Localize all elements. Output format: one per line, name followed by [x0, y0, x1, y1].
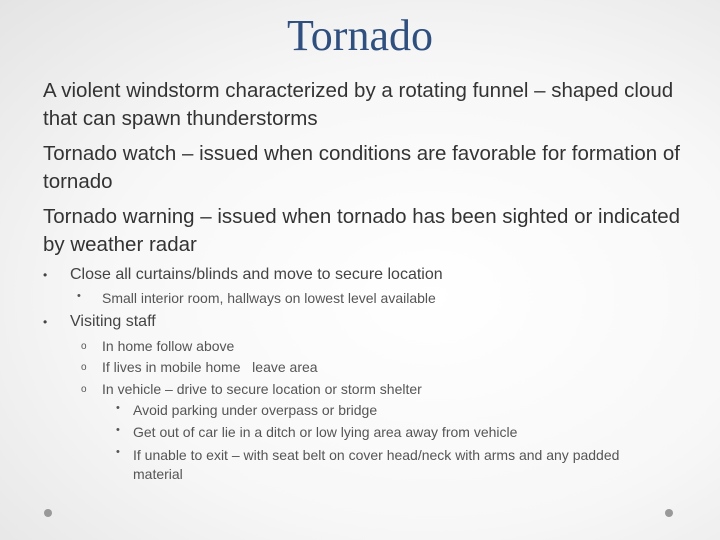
bullet-marker: • [116, 402, 120, 414]
bullet-marker: • [77, 290, 81, 302]
decorative-dot-right [665, 509, 673, 517]
warning-paragraph: Tornado warning – issued when tornado has been sighted or indicated by weather radar [43, 205, 681, 256]
slide-title: Tornado [287, 11, 433, 60]
bullet-text: Close all curtains/blinds and move to secure location [70, 266, 443, 283]
bullet-text: Small interior room, hallways on lowest level available [102, 290, 436, 306]
circle-marker: o [81, 362, 87, 373]
bullet-text: Get out of car lie in a ditch or low lying area away from vehicle [133, 424, 518, 440]
bullet-text: In home follow above [102, 338, 235, 354]
circle-marker: o [81, 384, 87, 395]
bullet-marker: • [43, 315, 48, 329]
definition-paragraph: A violent windstorm characterized by a rotating funnel – shaped cloud that can spawn thunderstorms [43, 79, 674, 130]
bullet-text: Avoid parking under overpass or bridge [133, 402, 378, 418]
bullet-text: Visiting staff [70, 313, 156, 330]
bullet-text: If unable to exit – with seat belt on cover head/neck with arms and any padded material [133, 447, 620, 482]
bullet-text: In vehicle – drive to secure location or storm shelter [102, 381, 422, 397]
decorative-dot-left [44, 509, 52, 517]
bullet-text: If lives in mobile home leave area [102, 359, 318, 375]
watch-paragraph: Tornado watch – issued when conditions are favorable for formation of tornado [43, 142, 681, 193]
bullet-marker: • [43, 268, 48, 282]
circle-marker: o [81, 341, 87, 352]
bullet-marker: • [116, 446, 120, 458]
bullet-marker: • [116, 424, 120, 436]
